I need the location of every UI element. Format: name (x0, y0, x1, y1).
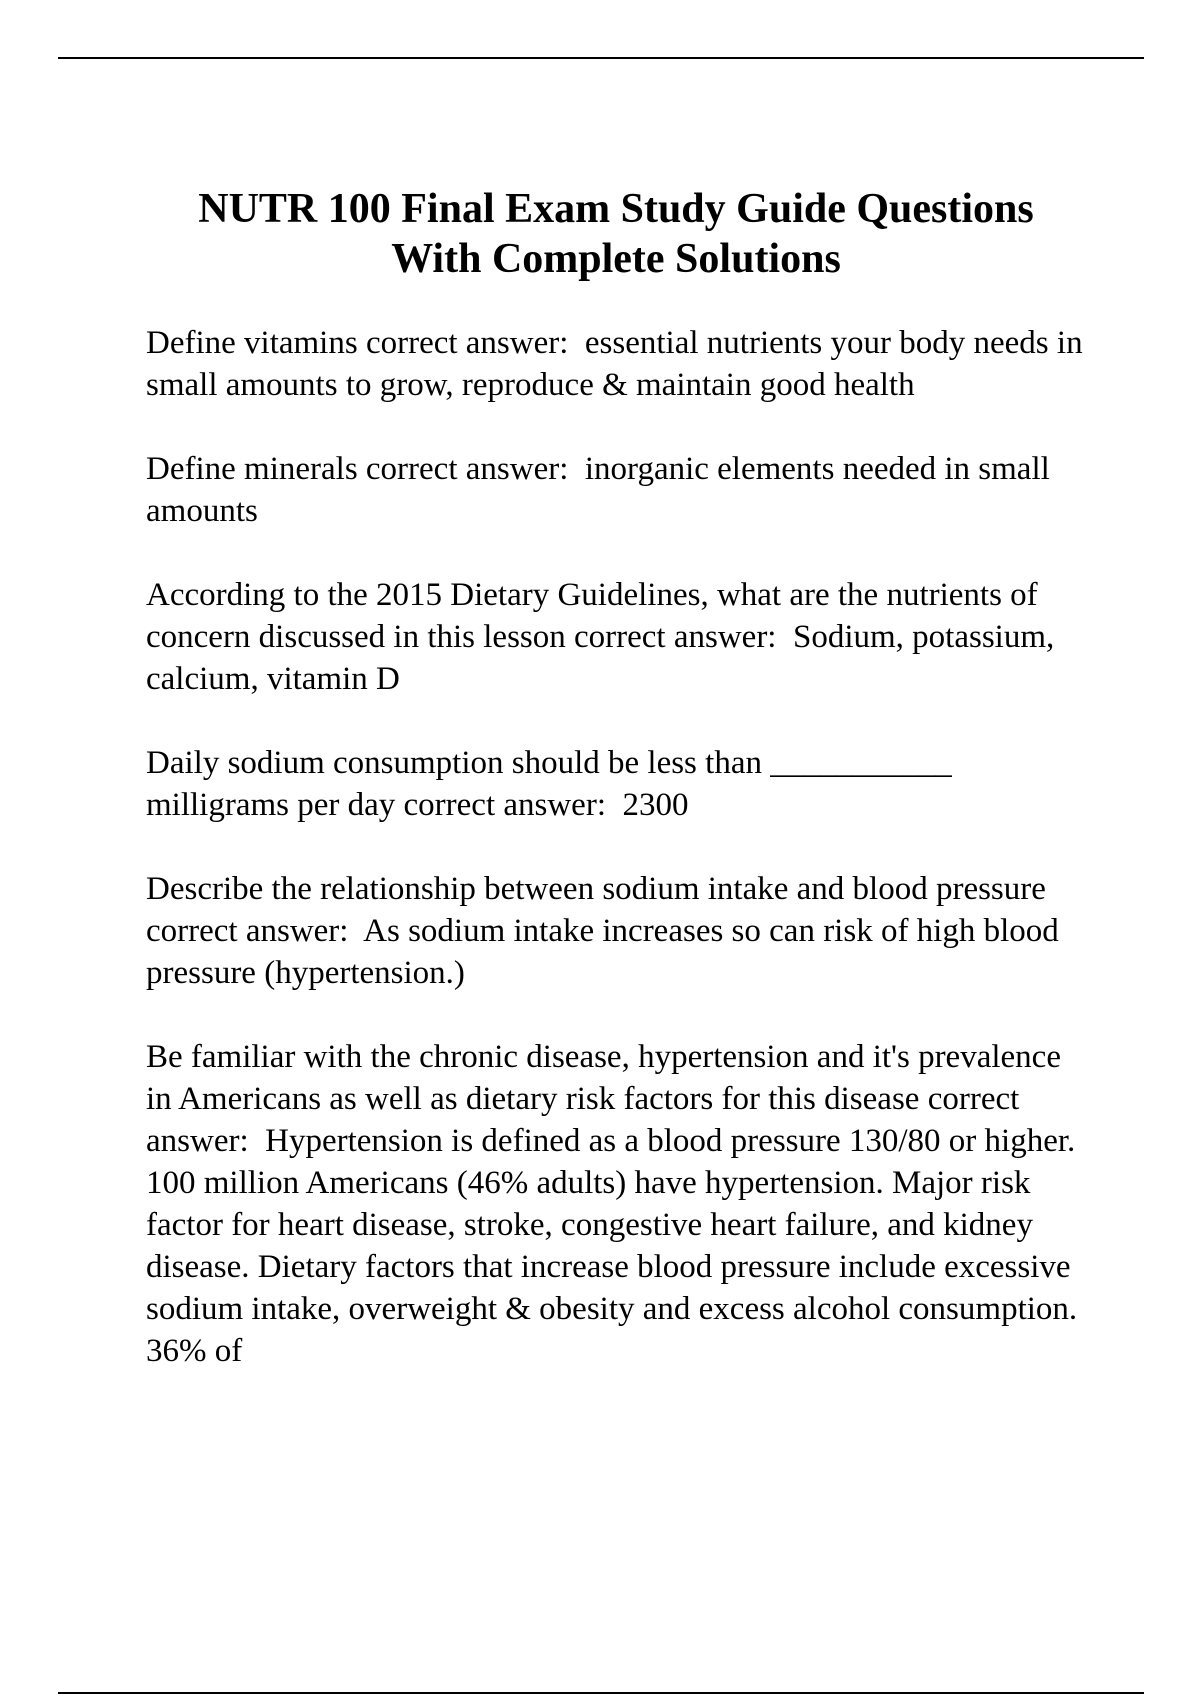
qa-item-nutrients-of-concern: According to the 2015 Dietary Guidelines, what are the nutrients of concern discussed in this lesson correct answer: Sodium, potassium, calcium, vitamin D (146, 577, 1063, 697)
qa-item-sodium-blood-pressure: Describe the relationship between sodium intake and blood pressure correct answer: As sodium intake increases so can risk of high blood pressure (hypertension.) (146, 871, 1068, 991)
document-title-line-1: NUTR 100 Final Exam Study Guide Questions (198, 186, 1034, 232)
top-divider (58, 57, 1144, 59)
qa-item-hypertension: Be familiar with the chronic disease, hypertension and it's prevalence in Americans as well as dietary risk factors for this disease correct answer: Hypertension is defined as a blood pressure 130/80 or higher. 100 million Americans (46% adults) have hypertension. Major risk factor for heart disease, stroke, congestive heart failure, and kidney disease. Dietary factors that increase blood pressure include excessive sodium intake, overweight & obesity and excess alcohol consumption. 36% of (146, 1039, 1086, 1369)
qa-item-minerals: Define minerals correct answer: inorganic elements needed in small amounts (146, 451, 1059, 529)
document-title (146, 184, 1086, 284)
qa-item-vitamins: Define vitamins correct answer: essential nutrients your body needs in small amounts to grow, reproduce & maintain good health (146, 325, 1091, 403)
qa-item-sodium-limit: Daily sodium consumption should be less than ___________ milligrams per day correct answer: 2300 (146, 745, 960, 823)
document-title-line-2: With Complete Solutions (391, 236, 841, 282)
document-page (146, 184, 1091, 1414)
bottom-divider (58, 1692, 1144, 1694)
